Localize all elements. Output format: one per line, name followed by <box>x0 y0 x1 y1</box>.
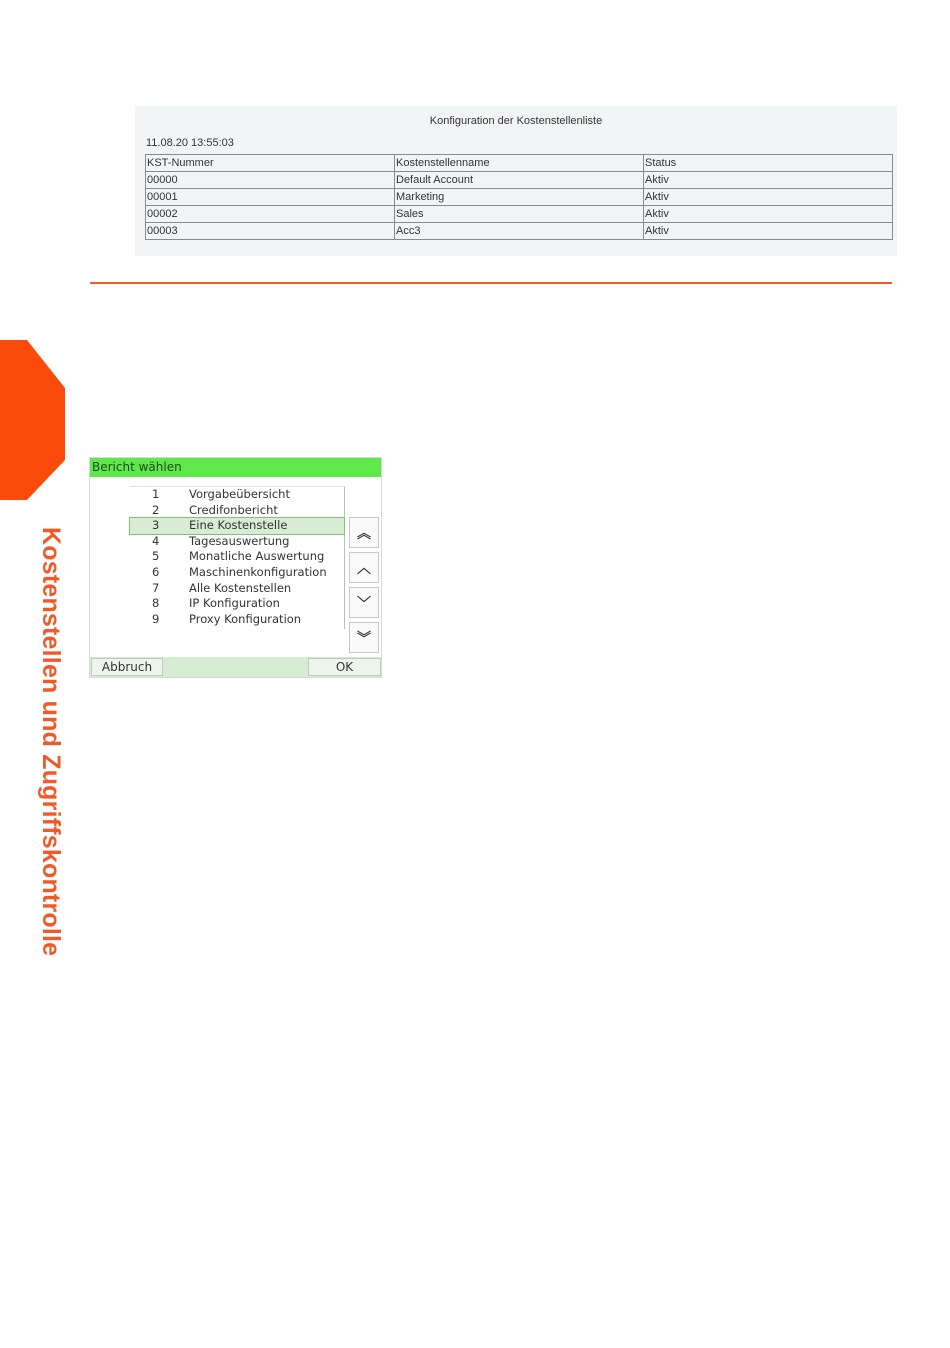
menu-item-label: Tagesauswertung <box>189 533 290 548</box>
table-cell: Sales <box>395 206 644 223</box>
table-cell: 00000 <box>146 172 395 189</box>
table-header-row <box>146 155 893 172</box>
table-cell: 00002 <box>146 206 395 223</box>
menu-item-number: 4 <box>152 533 160 548</box>
report-menu-list <box>130 486 345 629</box>
page-up-button[interactable] <box>349 517 379 548</box>
table-row <box>146 206 893 223</box>
menu-item-label: Alle Kostenstellen <box>189 580 292 595</box>
report-table <box>145 154 893 240</box>
report-date: 11.08.20 13:55:03 <box>146 137 234 149</box>
menu-item[interactable] <box>130 503 344 519</box>
menu-item-label: Monatliche Auswertung <box>189 549 325 564</box>
table-cell: Marketing <box>395 189 644 206</box>
menu-item-number: 1 <box>152 487 160 501</box>
chevron-up-icon: ︿ <box>357 560 371 577</box>
menu-item-number: 3 <box>152 518 160 533</box>
menu-item-number: 7 <box>152 580 160 595</box>
menu-item-number: 2 <box>152 502 160 517</box>
menu-item-label: Credifonbericht <box>189 502 278 517</box>
menu-item[interactable] <box>130 518 344 534</box>
menu-item[interactable] <box>130 534 344 550</box>
table-cell: Default Account <box>395 172 644 189</box>
menu-item-label: Vorgabeübersicht <box>189 487 290 501</box>
page-down-button[interactable] <box>349 622 379 653</box>
table-cell: Aktiv <box>644 223 893 240</box>
menu-item-number: 6 <box>152 564 160 579</box>
chevron-down-button[interactable] <box>349 587 379 618</box>
menu-item-label: IP Konfiguration <box>189 596 280 611</box>
menu-item[interactable] <box>130 565 344 581</box>
cancel-button[interactable]: Abbruch <box>91 658 163 676</box>
table-cell: Aktiv <box>644 206 893 223</box>
chevron-up-button[interactable] <box>349 552 379 583</box>
column-header: KST-Nummer <box>146 155 395 172</box>
page-down-icon: ︾ <box>357 630 371 647</box>
table-cell: Aktiv <box>644 172 893 189</box>
menu-item-number: 8 <box>152 596 160 611</box>
device-screen <box>89 457 382 678</box>
menu-item[interactable] <box>130 487 344 503</box>
menu-item[interactable] <box>130 596 344 612</box>
chevron-down-icon: ﹀ <box>357 595 371 612</box>
ok-button[interactable]: OK <box>308 658 381 676</box>
section-divider <box>90 282 892 284</box>
page-up-icon: ︽ <box>357 525 371 542</box>
menu-item-number: 9 <box>152 611 160 626</box>
screen-title: Bericht wählen <box>90 458 381 477</box>
table-row <box>146 172 893 189</box>
table-cell: Aktiv <box>644 189 893 206</box>
chapter-tab <box>0 340 65 500</box>
menu-item-label: Eine Kostenstelle <box>189 518 288 533</box>
column-header: Status <box>644 155 893 172</box>
column-header: Kostenstellenname <box>395 155 644 172</box>
table-cell: 00001 <box>146 189 395 206</box>
table-cell: 00003 <box>146 223 395 240</box>
menu-item-label: Proxy Konfiguration <box>189 611 302 626</box>
table-row <box>146 223 893 240</box>
cost-center-report <box>135 106 897 256</box>
screen-footer <box>90 657 381 677</box>
menu-item-number: 5 <box>152 549 160 564</box>
menu-item[interactable] <box>130 612 344 628</box>
report-title: Konfiguration der Kostenstellenliste <box>429 115 603 127</box>
table-row <box>146 189 893 206</box>
table-cell: Acc3 <box>395 223 644 240</box>
menu-item[interactable] <box>130 549 344 565</box>
chapter-title: Kostenstellen und Zugriffskontrolle <box>37 527 65 957</box>
menu-item[interactable] <box>130 581 344 597</box>
menu-item-label: Maschinenkonfiguration <box>189 564 327 579</box>
